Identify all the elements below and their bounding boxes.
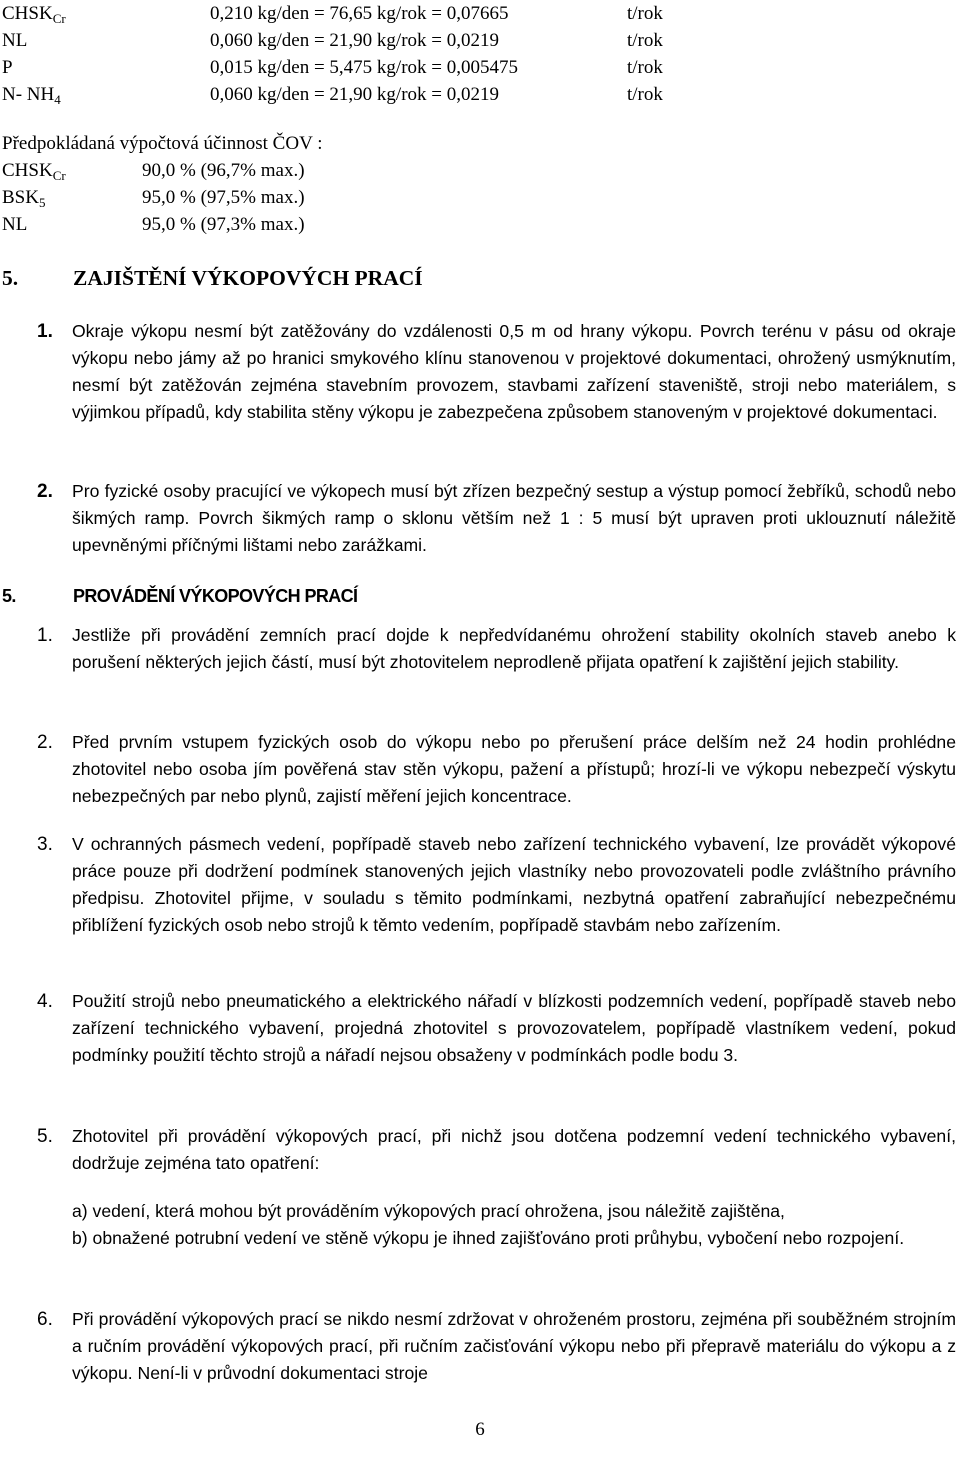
section-heading: 5.	[2, 586, 16, 606]
sub-item: b) obnažené potrubní vedení ve stěně výkopu je ihned zajišťováno proti průhybu, vybočení nebo rozpojení.	[72, 1228, 905, 1248]
efficiency-row: $CHSK_{Cr}$ 90,0 % (96,7% max.)	[2, 160, 305, 183]
item-number: 1.	[37, 625, 53, 646]
row-unit: t/rok	[627, 84, 663, 105]
row-unit: t/rok	[627, 57, 663, 78]
table-row	[0, 81, 960, 108]
efficiency-row: $BSK_5$ 95,0 % (97,5% max.)	[2, 187, 305, 210]
item-number: 1.	[37, 321, 53, 342]
paragraph: Při provádění výkopových prací se nikdo nesmí zdržovat v ohroženém prostoru, zejména při souběžném strojním a ručním provádění výkopových prací, při ručním začisťování výkopu nebo při přepravě materiálu do výkopu a z výkopu. Není-li v průvodní dokumentaci stroje	[72, 1309, 956, 1383]
paragraph: Pro fyzické osoby pracující ve výkopech musí být zřízen bezpečný sestup a výstup pomocí žebříků, schodů nebo šikmých ramp. Povrch šikmých ramp o sklonu větším než 1 : 5 musí být upraven proti uklouznutí náležitě upevněnými příčnými lištami nebo zarážkami.	[72, 481, 956, 555]
item-number: 5.	[37, 1126, 53, 1147]
page-number: 6	[475, 1419, 485, 1440]
row-value: 0,060 kg/den = 21,90 kg/rok = 0,0219	[210, 30, 499, 51]
section-title: ZAJIŠTĚNÍ VÝKOPOVÝCH PRACÍ	[73, 266, 423, 290]
paragraph: Zhotovitel při provádění výkopových prací, při nichž jsou dotčena podzemní vedení technického vybavení, dodržuje zejména tato opatření:	[72, 1126, 956, 1173]
row-unit: t/rok	[627, 3, 663, 24]
item-number: 3.	[37, 834, 53, 855]
row-value: 0,015 kg/den = 5,475 kg/rok = 0,005475	[210, 57, 518, 78]
paragraph: Okraje výkopu nesmí být zatěžovány do vzdálenosti 0,5 m od hrany výkopu. Povrch terénu v pásu od okraje výkopu nebo jámy až po hranici smykového klínu stanovenou v projektové dokumentaci, ohrožený usmýknutím, nesmí být zatěžován zejména stavebním provozem, stavbami zařízení staveniště, stroji nebo materiálem, s výjimkou případů, kdy stabilita stěny výkopu je zabezpečena způsobem stanoveným v projektové dokumentaci.	[72, 321, 956, 422]
item-number: 2.	[37, 732, 53, 753]
row-label: P	[2, 57, 13, 78]
efficiency-row: NL 95,0 % (97,3% max.)	[2, 214, 305, 235]
row-label: $CHSK_{Cr}$	[2, 3, 66, 26]
row-value: 0,210 kg/den = 76,65 kg/rok = 0,07665	[210, 3, 509, 24]
table-row	[0, 27, 960, 54]
section-title: PROVÁDĚNÍ VÝKOPOVÝCH PRACÍ	[73, 586, 358, 606]
row-value: 0,060 kg/den = 21,90 kg/rok = 0,0219	[210, 84, 499, 105]
item-number: 2.	[37, 481, 53, 502]
section-heading: 5.	[2, 266, 19, 290]
table-row	[0, 54, 960, 81]
paragraph: Před prvním vstupem fyzických osob do výkopu nebo po přerušení práce delším než 24 hodin prohlédne zhotovitel nebo osoba jím pověřená stav stěn výkopu, pažení a přístupů; hrozí-li ve výkopu nebezpečí výskytu nebezpečných par nebo plynů, zajistí měření jejich koncentrace.	[72, 732, 956, 806]
row-label: N- $NH_4$	[2, 84, 61, 107]
table-row	[0, 0, 960, 27]
row-unit: t/rok	[627, 30, 663, 51]
paragraph: Jestliže při provádění zemních prací dojde k nepředvídanému ohrožení stability okolních staveb anebo k porušení některých jejich částí, musí být zhotovitelem neprodleně přijata opatření k zajištění jejich stability.	[72, 625, 956, 672]
row-label: NL	[2, 30, 28, 51]
item-number: 4.	[37, 991, 53, 1012]
paragraph: Použití strojů nebo pneumatického a elektrického nářadí v blízkosti podzemních vedení, popřípadě staveb nebo zařízení technického vybavení, projedná zhotovitel s provozovatelem, popřípadě vlastníkem vedení, pokud podmínky použití těchto strojů a nářadí nejsou obsaženy v podmínkách podle bodu 3.	[72, 991, 956, 1065]
sub-item: a) vedení, která mohou být prováděním výkopových prací ohrožena, jsou náležitě zajištěna,	[72, 1201, 785, 1221]
paragraph: V ochranných pásmech vedení, popřípadě staveb nebo zařízení technického vybavení, lze provádět výkopové práce pouze při dodržení podmínek stanovených jejich vlastníky nebo provozovateli podle zvláštního právního předpisu. Zhotovitel přijme, v souladu s těmito podmínkami, nezbytná opatření zabraňující nebezpečnému přiblížení fyzických osob nebo strojů k těmto vedením, popřípadě stavbám nebo zařízením.	[72, 834, 956, 935]
item-number: 6.	[37, 1309, 53, 1330]
efficiency-heading: Předpokládaná výpočtová účinnost ČOV :	[2, 133, 323, 154]
